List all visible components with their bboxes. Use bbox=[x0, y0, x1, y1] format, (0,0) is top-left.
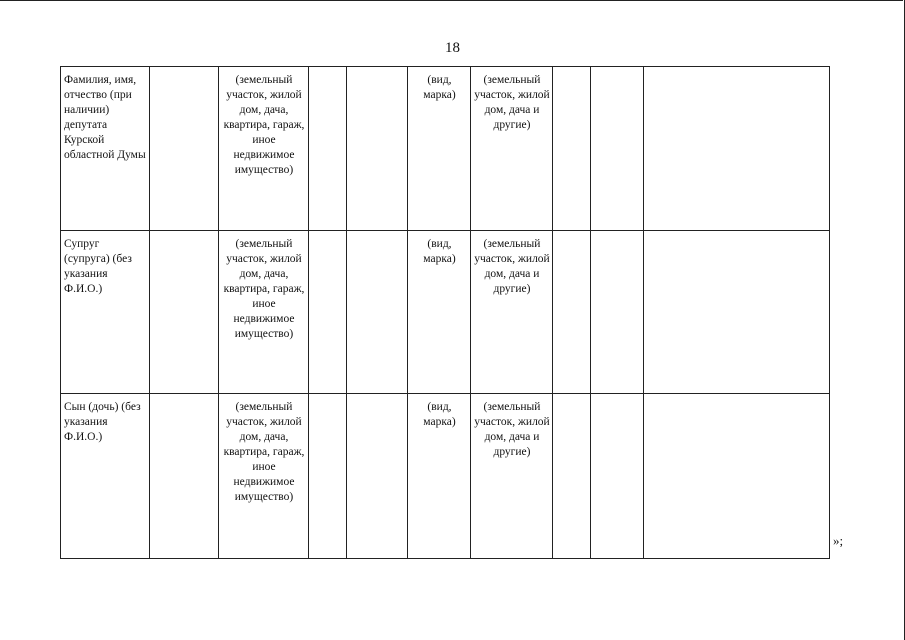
page-top-border bbox=[0, 0, 903, 1]
person-cell: Сын (дочь) (без указания Ф.И.О.) bbox=[61, 394, 150, 559]
empty-cell bbox=[309, 394, 347, 559]
empty-cell bbox=[347, 394, 408, 559]
vehicle-cell: (вид, марка) bbox=[408, 67, 471, 231]
empty-cell bbox=[591, 67, 644, 231]
empty-cell bbox=[553, 231, 591, 394]
page-number: 18 bbox=[445, 40, 460, 56]
vehicle-cell: (вид, марка) bbox=[408, 231, 471, 394]
property-types-short-cell: (земельный участок, жилой дом, дача и другие) bbox=[471, 231, 553, 394]
closing-quote-mark: »; bbox=[833, 533, 844, 548]
empty-cell bbox=[591, 394, 644, 559]
empty-cell bbox=[347, 231, 408, 394]
property-types-cell: (земельный участок, жилой дом, дача, квартира, гараж, иное недвижимое имущество) bbox=[219, 394, 309, 559]
property-types-cell: (земельный участок, жилой дом, дача, квартира, гараж, иное недвижимое имущество) bbox=[219, 67, 309, 231]
table-row bbox=[61, 231, 830, 394]
person-cell: Супруг (супруга) (без указания Ф.И.О.) bbox=[61, 231, 150, 394]
property-types-cell: (земельный участок, жилой дом, дача, квартира, гараж, иное недвижимое имущество) bbox=[219, 231, 309, 394]
table-row bbox=[61, 394, 830, 559]
empty-cell bbox=[309, 67, 347, 231]
empty-cell bbox=[553, 67, 591, 231]
vehicle-cell: (вид, марка) bbox=[408, 394, 471, 559]
empty-cell bbox=[347, 67, 408, 231]
empty-cell bbox=[309, 231, 347, 394]
empty-cell bbox=[150, 67, 219, 231]
empty-cell bbox=[644, 394, 830, 559]
person-cell: Фамилия, имя, отчество (при наличии) депутата Курской областной Думы bbox=[61, 67, 150, 231]
property-types-short-cell: (земельный участок, жилой дом, дача и другие) bbox=[471, 67, 553, 231]
empty-cell bbox=[591, 231, 644, 394]
empty-cell bbox=[553, 394, 591, 559]
empty-cell bbox=[150, 231, 219, 394]
property-types-short-cell: (земельный участок, жилой дом, дача и другие) bbox=[471, 394, 553, 559]
declaration-table bbox=[60, 66, 830, 559]
table-row bbox=[61, 67, 830, 231]
empty-cell bbox=[150, 394, 219, 559]
empty-cell bbox=[644, 231, 830, 394]
empty-cell bbox=[644, 67, 830, 231]
